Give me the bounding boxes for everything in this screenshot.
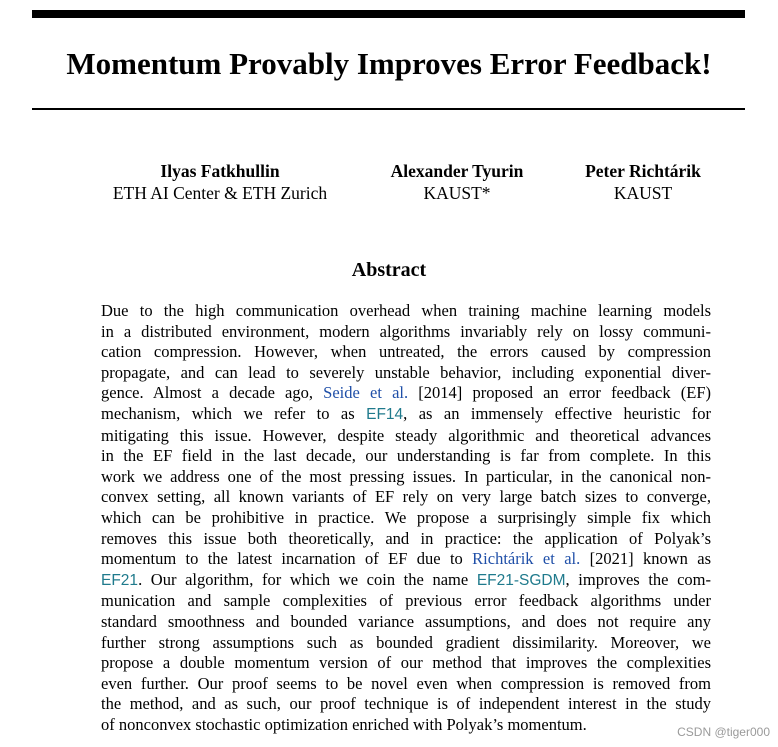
abstract-line: mitigating this issue. However, despite steady algorithmic and theoretical advances bbox=[101, 425, 711, 445]
title-rule bbox=[32, 108, 745, 110]
top-rule bbox=[32, 10, 745, 18]
author-1 bbox=[90, 160, 350, 204]
abstract-heading: Abstract bbox=[351, 259, 427, 281]
abstract-line: propose a double momentum version of our method that improves the complexities bbox=[101, 653, 711, 673]
abstract-line: mechanism, which we refer to as EF14, as an immensely effective heuristic for bbox=[101, 403, 712, 423]
author-affiliation: KAUST bbox=[613, 183, 673, 203]
author-3 bbox=[568, 160, 718, 204]
watermark: CSDN @tiger000 bbox=[677, 725, 770, 739]
paper-title: Momentum Provably Improves Error Feedback! bbox=[66, 46, 712, 81]
abstract-line: removes this issue both theoretically, and in practice: the application of Polyak’s bbox=[101, 528, 711, 548]
author-affiliation: ETH AI Center & ETH Zurich bbox=[112, 183, 328, 203]
abstract-line: work we address one of the most pressing issues. In particular, in the canonical non- bbox=[101, 466, 711, 486]
abstract-line: in the EF field in the last decade, our understanding is far from complete. In this bbox=[101, 446, 711, 466]
abstract-line: which can be prohibitive in practice. We propose a surprisingly simple fix which bbox=[101, 507, 711, 527]
citation-link[interactable]: Seide et al. bbox=[323, 383, 409, 403]
abstract-line: cation compression. However, when untreated, the errors caused by compression bbox=[101, 342, 711, 362]
author-affiliation: KAUST* bbox=[423, 183, 491, 203]
abstract-line: even further. Our proof seems to be novel even when compression is removed from bbox=[101, 673, 711, 693]
abstract-line: standard smoothness and bounded variance assumptions, and does not require any bbox=[101, 611, 711, 631]
abstract-line: of nonconvex stochastic optimization enriched with Polyak’s momentum. bbox=[101, 714, 587, 734]
abstract-line: propagate, and can lead to severely unstable behavior, including exponential diver- bbox=[101, 362, 711, 382]
abstract-line: convex setting, all known variants of EF rely on very large batch sizes to converge, bbox=[101, 487, 711, 507]
abstract-line: gence. Almost a decade ago, Seide et al. [2014] proposed an error feedback (EF) bbox=[101, 383, 712, 403]
method-link[interactable]: EF21-SGDM bbox=[476, 571, 566, 589]
method-link[interactable]: EF14 bbox=[366, 405, 404, 423]
abstract-line: momentum to the latest incarnation of EF due to Richtárik et al. [2021] known as bbox=[101, 549, 712, 569]
abstract-line: further strong assumptions such as bounded gradient dissimilarity. Moreover, we bbox=[101, 632, 711, 652]
abstract-line: Due to the high communication overhead when training machine learning models bbox=[101, 301, 711, 320]
abstract-body bbox=[101, 301, 711, 735]
abstract-line: EF21. Our algorithm, for which we coin the name EF21-SGDM, improves the com- bbox=[101, 569, 712, 589]
author-2 bbox=[372, 160, 542, 204]
author-name: Peter Richtárik bbox=[585, 161, 701, 181]
citation-link[interactable]: Richtárik et al. bbox=[472, 549, 581, 569]
abstract-line: munication and sample complexities of previous error feedback algorithms under bbox=[101, 591, 711, 611]
author-name: Alexander Tyurin bbox=[390, 161, 524, 181]
abstract-line: in a distributed environment, modern algorithms invariably rely on lossy communi- bbox=[101, 321, 711, 341]
abstract-line: the method, and as such, our proof technique is of independent interest in the study bbox=[101, 694, 711, 714]
method-link[interactable]: EF21 bbox=[101, 571, 139, 589]
author-name: Ilyas Fatkhullin bbox=[160, 161, 280, 181]
